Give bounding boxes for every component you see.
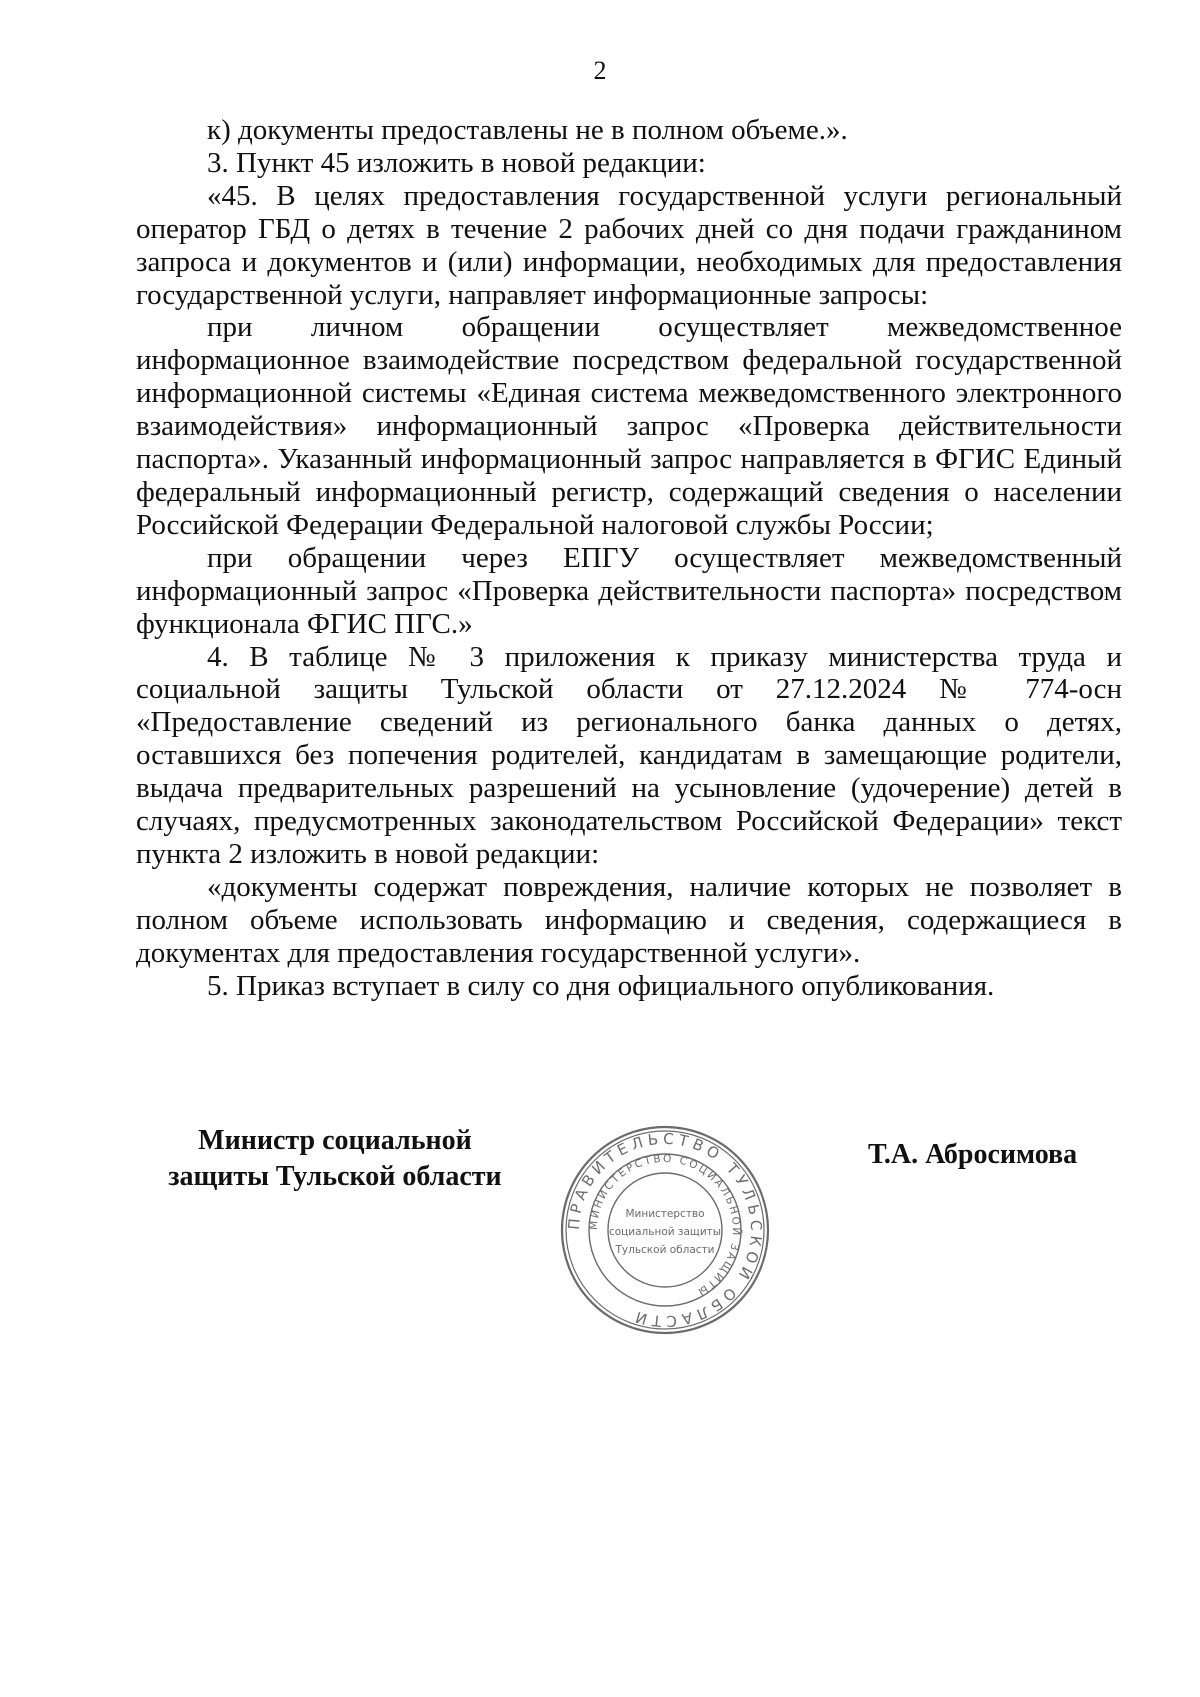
seal-inner-text: МИНИСТЕРСТВО СОЦИАЛЬНОЙ ЗАЩИТЫ	[587, 1152, 743, 1299]
signatory-title-line1: Министр социальной	[198, 1125, 472, 1156]
paragraph-item-5: 5. Приказ вступает в силу со дня официального опубликования.	[207, 969, 995, 1002]
seal-outer-text: ПРАВИТЕЛЬСТВО ТУЛЬСКОЙ ОБЛАСТИ	[564, 1129, 766, 1331]
paragraph-item-4: 4. В таблице № 3 приложения к приказу министерства труда и социальной защиты Тульской области от 27.12.2024 № 774-осн «Предоставление сведений из регионального банка данных о детях, оставшихся без попечения родителей, кандидатам в замещающие родители, выдача предварительных разрешений на усыновление (удочерение) детей в случаях, предусмотренных законодательством Российской Федерации» текст пункта 2 изложить в новой редакции:	[136, 640, 1122, 870]
seal-center-line2: социальной защиты	[608, 1226, 722, 1238]
paragraph-point-45: «45. В целях предоставления государственной услуги региональный оператор ГБД о детях в течение 2 рабочих дней со дня подачи гражданином запроса и документов и (или) информации, необходимых для предоставления государственной услуги, направляет информационные запросы:	[136, 179, 1122, 311]
signatory-title-line2: защиты Тульской области	[168, 1161, 502, 1192]
document-body	[136, 114, 1122, 1002]
signatory-title	[150, 1123, 520, 1195]
signature-block	[0, 1123, 1200, 1363]
page-number: 2	[593, 56, 607, 85]
seal-center-line3: Тульской области	[615, 1244, 715, 1256]
paragraph-damaged-documents: «документы содержат повреждения, наличие которых не позволяет в полном объеме использовать информацию и сведения, содержащиеся в документах для предоставления государственной услуги».	[136, 870, 1122, 969]
signatory-name: Т.А. Абросимова	[868, 1139, 1078, 1170]
official-seal	[558, 1123, 772, 1337]
seal-center-line1: Министерство	[625, 1208, 705, 1220]
paragraph-item-k: к) документы предоставлены не в полном объеме.».	[207, 114, 848, 146]
paragraph-epgu-appeal: при обращении через ЕПГУ осуществляет межведомственный информационный запрос «Проверка действительности паспорта» посредством функционала ФГИС ПГС.»	[136, 541, 1122, 640]
paragraph-item-3: 3. Пункт 45 изложить в новой редакции:	[207, 146, 706, 179]
paragraph-personal-appeal: при личном обращении осуществляет межведомственное информационное взаимодействие посредством федеральной государственной информационной системы «Единая система межведомственного электронного взаимодействия» информационный запрос «Проверка действительности паспорта». Указанный информационный запрос направляется в ФГИС Единый федеральный информационный регистр, содержащий сведения о населении Российской Федерации Федеральной налоговой службы России;	[136, 311, 1122, 541]
